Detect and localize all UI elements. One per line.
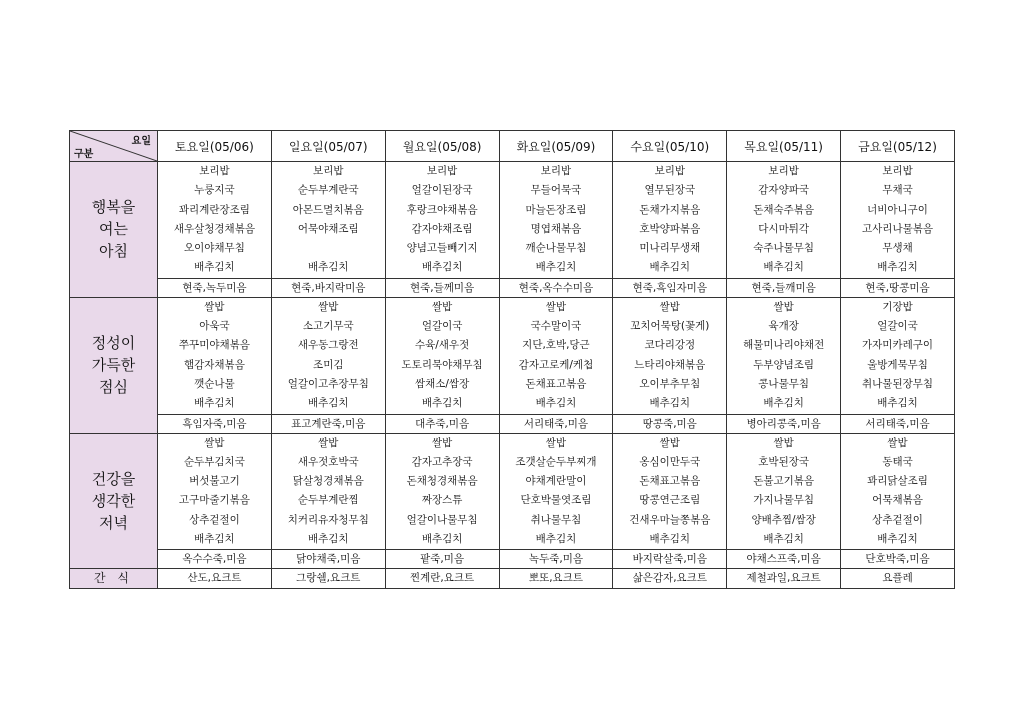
menu-item: 상추겉절이 <box>189 513 240 526</box>
menu-item: 단호박물엿조림 <box>520 494 592 507</box>
menu-item: 도토리묵야채무침 <box>401 358 483 371</box>
meal-cell <box>158 297 272 414</box>
day-header: 수요일(05/10) <box>613 131 727 162</box>
menu-item: 쌀밥 <box>318 300 339 313</box>
menu-item: 배추김치 <box>194 397 235 410</box>
meal-cell <box>841 297 955 414</box>
menu-item: 수육/새우젓 <box>414 339 470 352</box>
menu-item: 배추김치 <box>307 397 349 410</box>
menu-item: 건새우마늘쫑볶음 <box>629 513 711 526</box>
menu-item: 얼갈이고추장무침 <box>287 377 369 390</box>
menu-item: 호박양파볶음 <box>639 222 701 235</box>
meal-cell <box>499 297 613 414</box>
menu-item: 다시마튀각 <box>758 222 809 235</box>
menu-item: 옹심이만두국 <box>639 455 701 468</box>
menu-item: 돈채숙주볶음 <box>753 203 815 216</box>
menu-item: 보리밥 <box>199 165 230 177</box>
menu-item: 야채계란말이 <box>525 475 587 488</box>
day-header: 일요일(05/07) <box>271 131 385 162</box>
menu-item: 감자야채조림 <box>411 222 473 235</box>
day-header: 화요일(05/09) <box>499 131 613 162</box>
porridge-cell: 단호박죽,미음 <box>841 550 955 569</box>
menu-item: 새우젓호박국 <box>297 455 359 468</box>
meal-cell <box>385 433 499 550</box>
menu-item: 조미김 <box>313 358 344 371</box>
menu-item: 아욱국 <box>199 320 230 333</box>
menu-item: 감자고추장국 <box>411 455 473 468</box>
porridge-cell: 현죽,흑임자미음 <box>613 278 727 297</box>
menu-item: 배추김치 <box>763 533 804 546</box>
porridge-cell: 땅콩죽,미음 <box>613 414 727 433</box>
menu-item: 깻순나물 <box>194 377 235 390</box>
menu-item: 울방게묵무침 <box>867 358 928 371</box>
menu-item: 보리밥 <box>313 165 344 177</box>
meal-cell <box>385 162 499 279</box>
menu-item: 돈채표고볶음 <box>639 475 701 488</box>
meal-cell <box>499 162 613 279</box>
meal-cell <box>727 433 841 550</box>
meal-cell <box>271 433 385 550</box>
menu-item: 취나물무침 <box>530 513 582 526</box>
menu-item: 쌀밥 <box>773 436 794 449</box>
menu-item: 배추김치 <box>649 261 691 274</box>
menu-item: 양념고들빼기지 <box>406 242 478 255</box>
porridge-cell: 현죽,옥수수미음 <box>499 278 613 297</box>
meal-cell <box>613 162 727 279</box>
meal-row <box>70 433 955 550</box>
porridge-cell: 팥죽,미음 <box>385 550 499 569</box>
menu-item: 무생채 <box>882 242 913 255</box>
porridge-cell: 옥수수죽,미음 <box>158 550 272 569</box>
menu-item: 열무된장국 <box>644 184 696 197</box>
menu-item: 가자미카레구이 <box>862 339 934 352</box>
menu-item: 소고기무국 <box>302 320 354 333</box>
menu-item: 순두부계란국 <box>297 184 359 197</box>
menu-item: 깨순나물무침 <box>525 242 587 255</box>
menu-item: 햄감자채볶음 <box>183 358 245 371</box>
snack-cell: 요플레 <box>841 569 955 589</box>
menu-item: 쌈채소/쌈장 <box>414 377 470 390</box>
menu-item: 쌀밥 <box>431 300 453 313</box>
snack-cell: 산도,요크트 <box>158 569 272 589</box>
menu-item: 새우살청경채볶음 <box>173 222 255 235</box>
meal-cell <box>727 162 841 279</box>
porridge-cell: 현죽,땅콩미음 <box>841 278 955 297</box>
menu-item: 닭살청경채볶음 <box>292 475 364 488</box>
menu-item: 무채국 <box>882 184 913 197</box>
menu-item: 꽈리계란장조림 <box>178 203 250 216</box>
meal-cell <box>841 433 955 550</box>
porridge-cell: 흑임자죽,미음 <box>158 414 272 433</box>
meal-cell <box>158 433 272 550</box>
menu-item: 쭈꾸미야채볶음 <box>178 339 250 352</box>
menu-item: 보리밥 <box>540 165 572 177</box>
menu-item: 배추김치 <box>194 261 235 274</box>
meal-row <box>70 162 955 279</box>
menu-item: 감자양파국 <box>758 184 809 197</box>
corner-cell <box>70 131 158 162</box>
menu-item: 아몬드멸치볶음 <box>292 203 364 216</box>
menu-item: 조갯살순두부찌개 <box>515 455 597 468</box>
menu-item: 쌀밥 <box>773 300 794 313</box>
menu-item: 국수말이국 <box>530 320 582 333</box>
menu-item: 고사리나물볶음 <box>862 222 934 235</box>
menu-item: 감자고로케/케첩 <box>518 358 594 371</box>
meal-cell <box>271 162 385 279</box>
menu-item: 쌀밥 <box>887 436 908 449</box>
day-header: 토요일(05/06) <box>158 131 272 162</box>
menu-item: 얼갈이국 <box>421 320 463 333</box>
menu-item: 지단,호박,당근 <box>522 339 590 352</box>
meal-cell <box>385 297 499 414</box>
menu-item: 순두부계란찜 <box>297 494 359 507</box>
menu-item: 돈불고기볶음 <box>753 475 815 488</box>
menu-item: 기장밥 <box>882 300 913 313</box>
menu-item: 쌀밥 <box>318 436 339 449</box>
menu-item: 배추김치 <box>535 261 577 274</box>
menu-item: 명엽채볶음 <box>530 222 582 235</box>
menu-item: 느타리야채볶음 <box>634 358 706 371</box>
porridge-cell: 야채스프죽,미음 <box>727 550 841 569</box>
meal-cell <box>271 297 385 414</box>
meal-label: 행복을 여는 아침 <box>70 162 158 298</box>
meal-label: 건강을 생각한 저녁 <box>70 433 158 569</box>
snack-cell: 제철과일,요크트 <box>727 569 841 589</box>
menu-item: 배추김치 <box>535 397 577 410</box>
day-header: 목요일(05/11) <box>727 131 841 162</box>
snack-cell: 찐계란,요크트 <box>385 569 499 589</box>
porridge-cell: 대추죽,미음 <box>385 414 499 433</box>
menu-item: 보리밥 <box>654 165 686 177</box>
porridge-cell: 현죽,들께미음 <box>385 278 499 297</box>
menu-item: 육개장 <box>768 320 799 333</box>
menu-item: 보리밥 <box>882 165 913 177</box>
day-header: 월요일(05/08) <box>385 131 499 162</box>
menu-item: 배추김치 <box>194 533 235 546</box>
menu-item: 배추김치 <box>307 533 349 546</box>
meal-cell <box>158 162 272 279</box>
menu-item: 배추김치 <box>877 397 918 410</box>
menu-item: 쌀밥 <box>659 300 680 313</box>
menu-item: 돈채청경채볶음 <box>406 475 478 488</box>
menu-item: 오이야채무침 <box>183 242 245 255</box>
menu-item <box>272 239 385 258</box>
menu-item: 동태국 <box>882 455 913 468</box>
menu-item: 취나물된장무침 <box>862 377 934 390</box>
menu-item: 새우동그랑전 <box>297 339 359 352</box>
meal-cell <box>727 297 841 414</box>
menu-item: 짜장스튜 <box>421 494 463 507</box>
menu-item: 쌀밥 <box>204 300 225 313</box>
menu-item: 배추김치 <box>307 261 349 274</box>
porridge-cell: 닭야채죽,미음 <box>271 550 385 569</box>
meal-row <box>70 297 955 414</box>
porridge-cell: 서리태죽,미음 <box>841 414 955 433</box>
menu-item: 배추김치 <box>763 261 804 274</box>
menu-item: 후랑크야채볶음 <box>406 203 478 216</box>
menu-item: 코다리강정 <box>644 339 696 352</box>
porridge-cell: 현죽,바지락미음 <box>271 278 385 297</box>
porridge-row <box>70 550 955 569</box>
meal-cell <box>613 433 727 550</box>
menu-item: 배추김치 <box>421 533 463 546</box>
menu-item: 쌀밥 <box>431 436 453 449</box>
menu-item: 양배추찜/쌈장 <box>751 513 816 526</box>
corner-day-label: 요일 <box>131 136 151 147</box>
menu-item: 콩나물무침 <box>758 377 809 390</box>
menu-item: 순두부김치국 <box>183 455 245 468</box>
menu-item: 배추김치 <box>421 397 463 410</box>
menu-item: 쌀밥 <box>545 300 567 313</box>
menu-item: 얼갈이된장국 <box>411 184 473 197</box>
menu-item: 보리밥 <box>426 165 458 177</box>
menu-item: 가지나물무침 <box>753 494 815 507</box>
menu-item: 치커리유자청무침 <box>287 513 369 526</box>
porridge-cell: 녹두죽,미음 <box>499 550 613 569</box>
snack-row <box>70 569 955 589</box>
meal-cell <box>499 433 613 550</box>
menu-item: 배추김치 <box>649 533 691 546</box>
menu-item: 무들어묵국 <box>530 184 582 197</box>
menu-item: 너비아니구이 <box>867 203 928 216</box>
menu-item: 배추김치 <box>535 533 577 546</box>
menu-item: 쌀밥 <box>659 436 680 449</box>
menu-item: 배추김치 <box>763 397 804 410</box>
menu-item: 미나리무생채 <box>639 242 701 255</box>
menu-item: 쌀밥 <box>545 436 567 449</box>
menu-item: 상추겉절이 <box>872 513 923 526</box>
menu-item: 얼갈이국 <box>877 320 918 333</box>
porridge-cell: 바지락살죽,미음 <box>613 550 727 569</box>
menu-item: 고구마줄기볶음 <box>178 494 250 507</box>
menu-item: 쌀밥 <box>204 436 225 449</box>
menu-item: 버섯불고기 <box>189 475 240 488</box>
day-header: 금요일(05/12) <box>841 131 955 162</box>
snack-cell: 뽀또,요크트 <box>499 569 613 589</box>
menu-item: 배추김치 <box>877 261 918 274</box>
meal-cell <box>613 297 727 414</box>
porridge-row <box>70 278 955 297</box>
menu-item: 배추김치 <box>421 261 463 274</box>
menu-item: 돈채가지볶음 <box>639 203 701 216</box>
snack-cell: 삶은감자,요크트 <box>613 569 727 589</box>
menu-item: 땅콩연근조림 <box>639 494 701 507</box>
snack-label: 간 식 <box>70 569 158 589</box>
menu-item: 두부양념조림 <box>753 358 815 371</box>
menu-item: 어묵채볶음 <box>872 494 923 507</box>
menu-item: 어묵야채조림 <box>297 222 359 235</box>
porridge-cell: 병아리콩죽,미음 <box>727 414 841 433</box>
menu-item: 꽈리닭살조림 <box>867 475 928 488</box>
menu-item: 호박된장국 <box>758 455 809 468</box>
menu-item: 배추김치 <box>649 397 691 410</box>
menu-item: 보리밥 <box>768 165 799 177</box>
menu-item: 오이부추무침 <box>639 377 701 390</box>
menu-item: 누룽지국 <box>194 184 235 197</box>
menu-item: 꼬치어묵탕(꽃게) <box>630 320 710 333</box>
porridge-cell: 현죽,녹두미음 <box>158 278 272 297</box>
porridge-cell: 표고계란죽,미음 <box>271 414 385 433</box>
menu-item: 숙주나물무침 <box>753 242 815 255</box>
menu-item: 마늘돈장조림 <box>525 203 587 216</box>
porridge-row <box>70 414 955 433</box>
snack-cell: 그랑쉘,요크트 <box>271 569 385 589</box>
header-row <box>70 131 955 162</box>
menu-item: 배추김치 <box>877 533 918 546</box>
meal-label: 정성이 가득한 점심 <box>70 297 158 433</box>
meal-cell <box>841 162 955 279</box>
menu-item: 얼갈이나물무침 <box>406 513 478 526</box>
porridge-cell: 현죽,들깨미음 <box>727 278 841 297</box>
menu-item: 해물미나리야채전 <box>743 339 825 352</box>
weekly-menu-table <box>69 130 955 589</box>
porridge-cell: 서리태죽,미음 <box>499 414 613 433</box>
menu-item: 돈채표고볶음 <box>525 377 587 390</box>
corner-category-label: 구분 <box>74 149 94 160</box>
